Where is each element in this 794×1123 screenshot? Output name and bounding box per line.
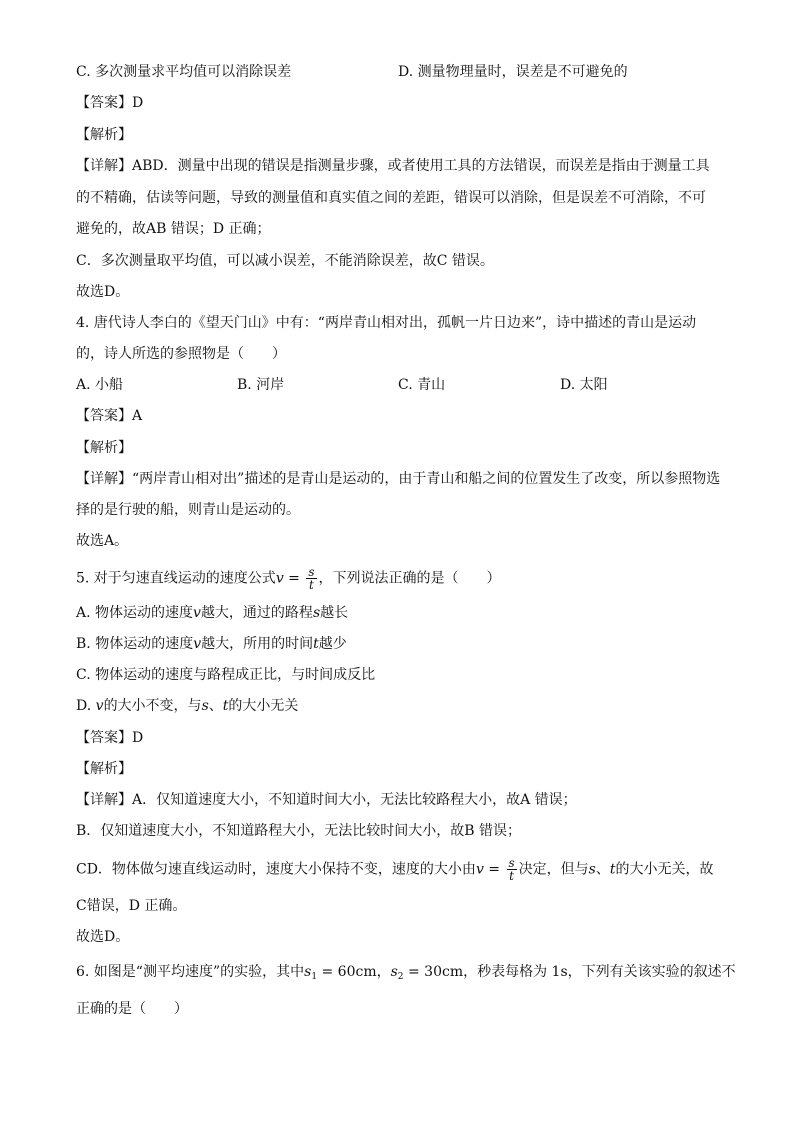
- q5-detail-3-fraction: [507, 857, 517, 882]
- q5-option-a-text-2: 越大，通过的路程: [200, 605, 313, 621]
- q5-option-b-text-3: 越少: [318, 636, 347, 652]
- q4-option-b: B. 河岸: [237, 377, 285, 393]
- q6-s2-subscript: 2: [397, 972, 404, 982]
- q6-stem-suffix: ，秒表每格为 1s，下列有关该实验的叙述不: [463, 964, 736, 980]
- q5-stem: [76, 566, 501, 591]
- q5-option-d-text-2: 的大小不变，与: [103, 698, 202, 714]
- q5-detail-3-var-s: s: [588, 861, 596, 878]
- q5-option-a-var-s: s: [312, 605, 321, 621]
- q5-option-d: [76, 697, 298, 715]
- q5-option-d-var-t: t: [222, 698, 229, 714]
- q4-stem-line-2: 的，诗人所选的参照物是（ ）: [76, 346, 286, 362]
- q5-option-d-var-v: v: [95, 698, 104, 714]
- q4-conclusion: 故选A。: [76, 533, 129, 549]
- q4-option-c: C. 青山: [398, 377, 446, 393]
- q5-option-b: [76, 635, 347, 653]
- q6-stem-line-1: [76, 963, 736, 986]
- q5-option-b-var-v: v: [193, 636, 202, 652]
- q6-stem-line-2: 正确的是（ ）: [76, 1001, 188, 1017]
- q4-answer: 【答案】A: [76, 408, 143, 424]
- q6-s2-variable: s: [390, 964, 398, 980]
- q6-stem-prefix: 6. 如图是“测平均速度”的实验，其中: [76, 964, 305, 980]
- q6-separator: ，: [376, 964, 391, 980]
- q5-detail-line-1: 【详解】A．仅知道速度大小，不知道时间大小，无法比较路程大小，故A 错误；: [76, 792, 577, 808]
- q5-formula-v: v: [275, 570, 284, 587]
- q5-option-a-var-v: v: [193, 605, 201, 621]
- q3-detail-line-2: 的不精确，估读等问题，导致的测量值和真实值之间的差距，错误可以消除，但是误差不可消除，不可: [76, 190, 706, 206]
- q5-detail-line-3: [76, 857, 714, 882]
- q5-option-a: [76, 604, 348, 622]
- q5-detail-3-denominator: t: [509, 869, 514, 883]
- q3-option-c: C. 多次测量求平均值可以消除误差: [76, 64, 292, 80]
- q5-formula-fraction: [306, 566, 316, 591]
- q4-detail-line-1: 【详解】“两岸青山相对出”描述的是青山是运动的，由于青山和船之间的位置发生了改变，所以参照物选: [76, 471, 721, 487]
- q5-answer: 【答案】D: [76, 730, 144, 746]
- q5-analysis-heading: 【解析】: [76, 761, 132, 777]
- q4-option-d: D. 太阳: [560, 377, 608, 393]
- q5-stem-suffix: ，下列说法正确的是（ ）: [318, 570, 501, 587]
- q5-formula-numerator: s: [308, 565, 315, 579]
- q5-option-b-var-t: t: [313, 636, 319, 652]
- q5-detail-3-text-2: 决定，但与: [518, 861, 589, 878]
- q5-detail-3-equals: =: [483, 861, 505, 878]
- q6-s1-value: = 60cm: [317, 964, 377, 980]
- q5-option-d-text-4: 的大小无关: [228, 698, 299, 714]
- q5-conclusion: 故选D。: [76, 929, 130, 945]
- q4-detail-line-2: 择的是行驶的船，则青山是运动的。: [76, 502, 300, 518]
- q5-option-d-var-s: s: [201, 698, 209, 714]
- q5-detail-3-separator: 、: [595, 861, 610, 878]
- q5-option-d-text-3: 、: [208, 698, 223, 714]
- q5-formula-denominator: t: [309, 578, 314, 592]
- q6-s1-variable: s: [304, 964, 312, 980]
- q4-analysis-heading: 【解析】: [76, 440, 132, 456]
- q6-s1-subscript: 1: [311, 972, 318, 982]
- q5-stem-prefix: 5. 对于匀速直线运动的速度公式: [76, 570, 276, 587]
- q5-detail-line-4: C错误，D 正确。: [76, 898, 187, 914]
- q4-stem-line-1: 4. 唐代诗人李白的《望天门山》中有：“两岸青山相对出，孤帆一片日边来”，诗中描述的青山是运动: [76, 315, 697, 331]
- q3-conclusion: 故选D。: [76, 284, 130, 300]
- q5-option-b-text-2: 越大，所用的时间: [201, 636, 314, 652]
- q3-detail-line-1: 【详解】ABD．测量中出现的错误是指测量步骤，或者使用工具的方法错误，而误差是指由于测量工具: [76, 158, 710, 174]
- q3-detail-line-3: 避免的，故AB 错误；D 正确；: [76, 221, 271, 237]
- q5-formula-equals: =: [283, 570, 305, 587]
- q3-detail-line-4: C．多次测量取平均值，可以减小误差，不能消除误差，故C 错误。: [76, 253, 494, 269]
- q3-answer: 【答案】D: [76, 95, 144, 111]
- q5-option-c: C. 物体运动的速度与路程成正比，与时间成反比: [76, 667, 376, 683]
- q5-option-b-text-1: B. 物体运动的速度: [76, 636, 194, 652]
- q4-option-a: A. 小船: [76, 377, 124, 393]
- q5-option-d-text-1: D.: [76, 698, 96, 714]
- q5-detail-3-text-3: 的大小无关，故: [615, 861, 714, 878]
- q6-s2-value: = 30cm: [403, 964, 464, 980]
- q3-analysis-heading: 【解析】: [76, 127, 132, 143]
- q5-option-a-text-1: A. 物体运动的速度: [76, 605, 194, 621]
- q5-detail-3-var-v: v: [475, 861, 484, 878]
- q5-detail-3-text-1: CD．物体做匀速直线运动时，速度大小保持不变，速度的大小由: [76, 861, 476, 878]
- q5-detail-3-var-t: t: [609, 861, 616, 878]
- q5-detail-3-numerator: s: [508, 856, 515, 870]
- q5-detail-line-2: B．仅知道速度大小，不知道路程大小，无法比较时间大小，故B 错误；: [76, 823, 522, 839]
- q3-option-d: D. 测量物理量时，误差是不可避免的: [398, 64, 628, 80]
- q5-option-a-text-3: 越长: [320, 605, 349, 621]
